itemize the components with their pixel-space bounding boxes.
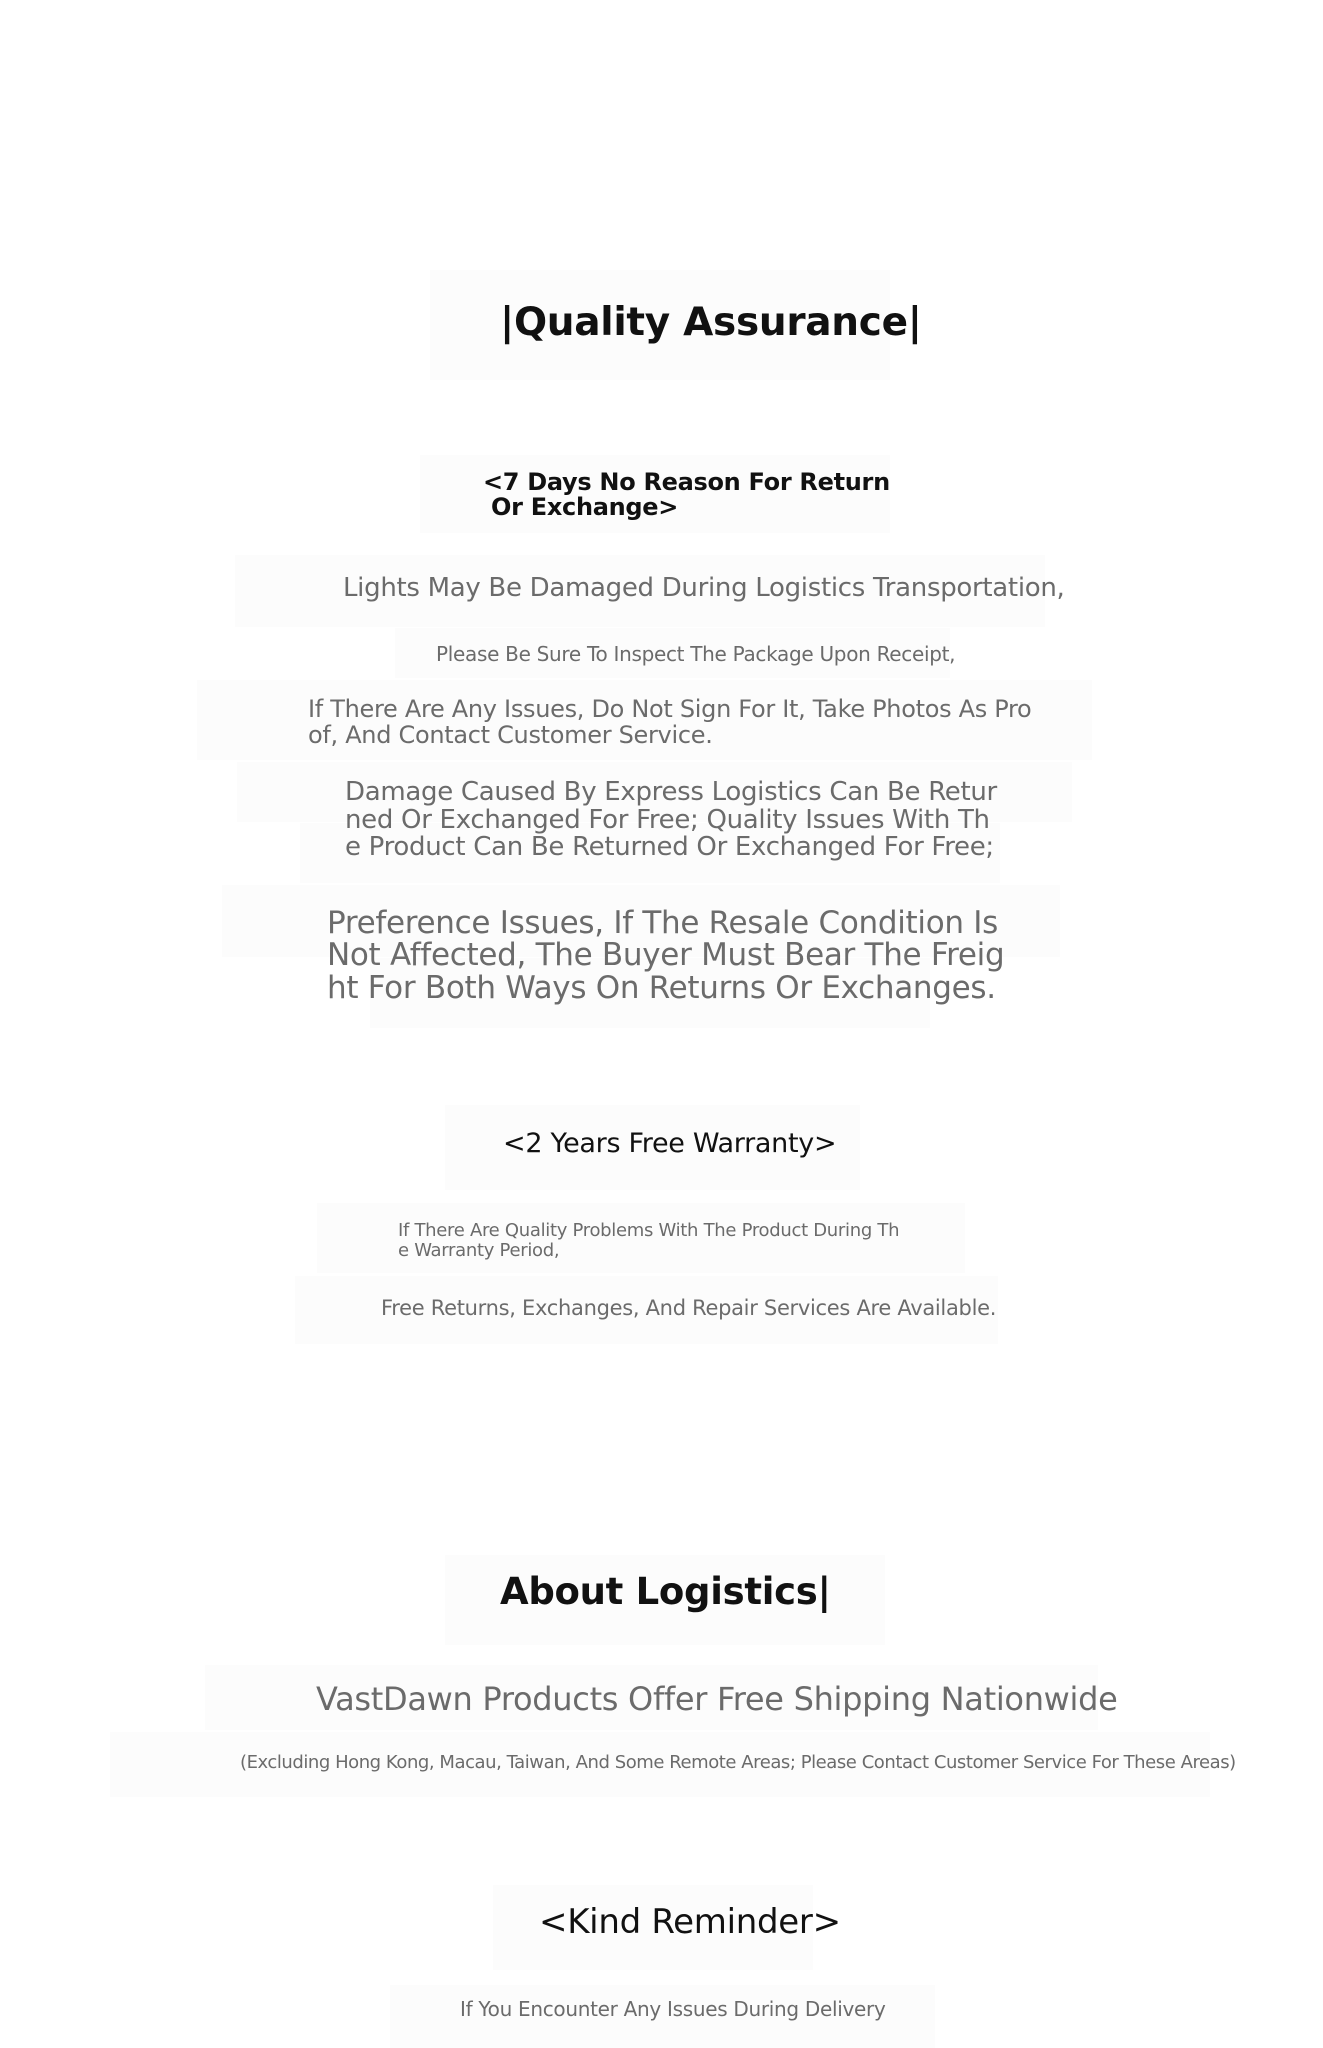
return-policy-line: Please Be Sure To Inspect The Package Upon Receipt, — [436, 642, 956, 666]
quality-assurance-title: |Quality Assurance| — [500, 300, 922, 345]
warranty-heading: <2 Years Free Warranty> — [503, 1128, 837, 1159]
logistics-title: About Logistics| — [500, 1570, 831, 1613]
free-shipping-text: VastDawn Products Offer Free Shipping Nationwide — [316, 1680, 1118, 1718]
warranty-line: If There Are Quality Problems With The Product During Th — [398, 1220, 900, 1241]
warranty-line: Free Returns, Exchanges, And Repair Services Are Available. — [381, 1296, 997, 1320]
return-policy-line: Damage Caused By Express Logistics Can Be Retur — [345, 777, 997, 807]
shipping-exclusions-text: (Excluding Hong Kong, Macau, Taiwan, And Some Remote Areas; Please Contact Customer Service For These Areas) — [240, 1752, 1236, 1773]
warranty-line: e Warranty Period, — [398, 1240, 560, 1261]
return-policy-line: e Product Can Be Returned Or Exchanged For Free; — [345, 832, 994, 862]
return-policy-line: of, And Contact Customer Service. — [308, 721, 713, 749]
return-policy-line: ht For Both Ways On Returns Or Exchanges. — [327, 970, 996, 1006]
return-policy-line: Not Affected, The Buyer Must Bear The Freig — [327, 937, 1005, 973]
kind-reminder-heading: <Kind Reminder> — [539, 1902, 841, 1942]
return-exchange-heading: <7 Days No Reason For Return — [483, 468, 890, 496]
return-policy-line: Preference Issues, If The Resale Condition Is — [327, 905, 998, 941]
return-exchange-heading: Or Exchange> — [483, 493, 679, 521]
return-policy-line: If There Are Any Issues, Do Not Sign For It, Take Photos As Pro — [308, 695, 1032, 723]
return-policy-line: ned Or Exchanged For Free; Quality Issues With Th — [345, 805, 990, 835]
return-policy-line: Lights May Be Damaged During Logistics Transportation, — [343, 573, 1065, 603]
reminder-line: If You Encounter Any Issues During Delivery — [460, 1997, 886, 2021]
